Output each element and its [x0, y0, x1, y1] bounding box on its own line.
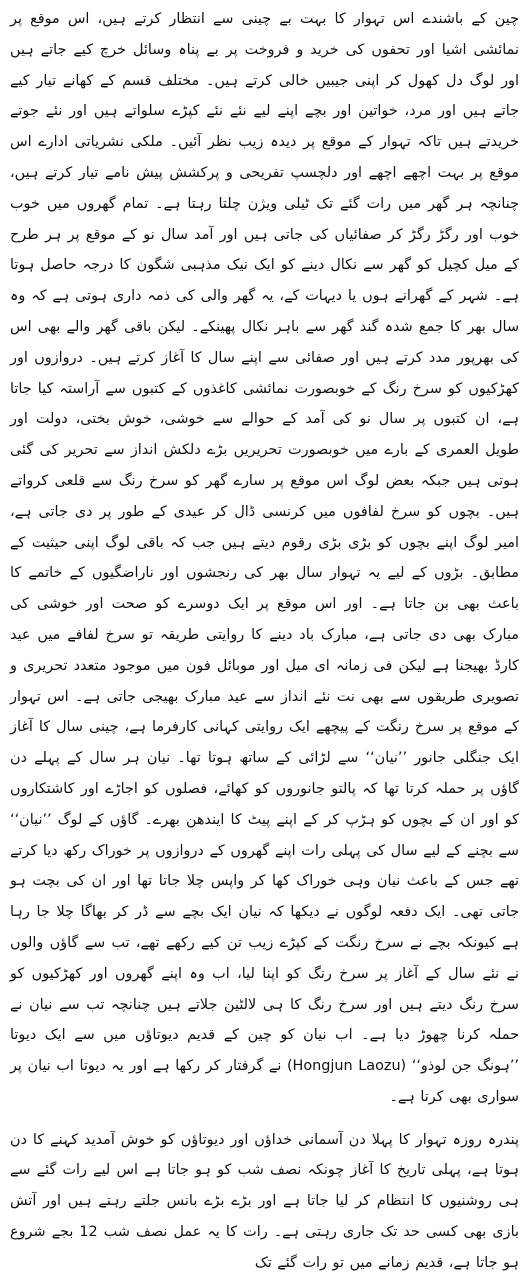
latin-deity-name: (Hongjun Laozu): [286, 1058, 407, 1075]
paragraph-new-year-customs: [10, 4, 519, 1113]
paragraph-first-day: پندرہ روزہ تہوار کا پہلا دن آسمانی خداؤں اور دیوتاؤں کو خوش آمدید کہنے کا دن ہوتا ہے، پہلی تاریخ کا آغاز چونکہ نصف شب کو ہو جاتا ہے اس لیے رات گئے سے ہی روشنیوں کا انتظام کر لیا جاتا ہے اور بڑے بڑے بانس جلتے رہتے ہیں اور آتش بازی بھی کسی حد تک جاری رہتی ہے۔ رات کا یہ عمل نصف شب 12 بجے شروع ہو جاتا ہے، قدیم زمانے میں تو رات گئے تک: [10, 1131, 519, 1271]
paragraph-new-year-customs-text: چین کے باشندے اس تہوار کا بہت بے چینی سے انتظار کرتے ہیں، اس موقع پر نمائشی اشیا اور تحفوں کی خرید و فروخت پر بے پناہ وسائل خرچ کیے جاتے ہیں اور لوگ دل کھول کر اپنی جیبیں خالی کرتے ہیں۔ مختلف قسم کے کھانے تیار کیے جاتے ہیں اور مرد، خواتین اور بچے اپنے لیے نئے نئے کپڑے سلواتے ہیں اور نئے جوتے خریدتے ہیں تاکہ تہوار کے موقع پر دیدہ زیب نظر آئیں۔ ملکی نشریاتی ادارے اس موقع پر بہت اچھے اچھے اور دلچسپ تفریحی و پرکشش پیش نامے تیار کرتے ہیں، چنانچہ ہر گھر میں رات گئے تک ٹیلی ویژن چلتا رہتا ہے۔ تمام گھروں میں خوب خوب اور رگڑ رگڑ کر صفائیاں کی جاتی ہیں اور آمد سال نو کے موقع پر ہر طرح کے میل کچیل کو گھر سے نکال دینے کو ایک نیک مذہبی شگون کا درجہ حاصل ہوتا ہے۔ شہر کے گھرانے ہوں یا دیہات کے، یہ گھر والی کی ذمہ داری ہوتی ہے کہ وہ سال بھر کا جمع شدہ گند گھر سے باہر نکال پھینکے۔ لیکن باقی گھر والے بھی اس کی بھرپور مدد کرتے ہیں اور صفائی سے اپنے سال کا آغاز کرتے ہیں۔ دروازوں اور کھڑکیوں کو سرخ رنگ کے خوبصورت نمائشی کاغذوں کے کتبوں سے آراستہ کیا جاتا ہے، ان کتبوں پر سال نو کی آمد کے حوالے سے خوشی، خوش بختی، دولت اور طویل العمری کے بارے میں خوبصورت تحریریں بڑے دلکش انداز سے تحریر کی گئی ہوتی ہیں جبکہ بعض لوگ اس موقع پر سارے گھر کو سرخ رنگ سے قلعی کرواتے ہیں۔ بچوں کو سرخ لفافوں میں کرنسی ڈال کر عیدی کے طور پر دی جاتی ہے، امیر لوگ اپنے بچوں کو بڑی بڑی رقوم دیتے ہیں جب کہ باقی لوگ اپنی حیثیت کے مطابق۔ بڑوں کے لیے یہ تہوار سال بھر کی رنجشوں اور ناراضگیوں کے خاتمے کا باعث بھی بن جاتا ہے۔ اور اس موقع پر ایک دوسرے کو صحت اور خوشی کی مبارک بھی دی جاتی ہے، مبارک باد دینے کا روایتی طریقہ تو سرخ لفافے میں عید کارڈ بھیجنا ہے لیکن فی زمانہ ای میل اور موبائل فون میں موجود متعدد تحریری و تصویری طریقوں سے بھی نت نئے انداز سے عید مبارک بھیجی جاتی ہے۔ اس تہوار کے موقع پر سرخ رنگت کے پیچھے ایک روایتی کہانی کارفرما ہے، چینی سال کا آغاز ایک جنگلی جانور ’’نیان‘‘ سے لڑائی کے ساتھ ہوتا تھا۔ نیان ہر سال کے پہلے دن گاؤں پر حملہ کرتا تھا کہ پالتو جانوروں کو کھائے، فصلوں کو اجاڑے اور کاشتکاروں کو اور ان کے بچوں کو ہڑپ کر کے اپنے پیٹ کا ایندھن بھرے۔ گاؤں کے لوگ ’’نیان‘‘ سے بچنے کے لیے سال کی پہلی رات اپنے گھروں کے دروازوں پر خوراک رکھ دیا کرتے تھے جس کے باعث نیان وہی خوراک کھا کر واپس چلا جاتا تھا اور ان کی بچت ہو جاتی تھی۔ ایک دفعہ لوگوں نے دیکھا کہ نیان ایک بچے سے ڈر کر بھاگا چلا جا رہا ہے کیونکہ بچے نے سرخ رنگت کے کپڑے زیب تن کیے رکھے تھے، تب سے گاؤں والوں نے نئے سال کے آغاز پر سرخ رنگ کو اپنا لیا، اب وہ اپنے گھروں اور کھڑکیوں کو سرخ رنگ دیتے ہیں اور سرخ رنگ کا ہی لالٹین جلاتے ہیں چنانچہ تب سے نیان نے حملہ کرنا چھوڑ دیا ہے۔ اب نیان کو چین کے قدیم دیوتاؤں میں سے ایک دیوتا ’’ہونگ جن لوذو‘‘: [10, 11, 519, 1075]
paragraph-new-year-customs-ending: نے گرفتار کر رکھا ہے اور یہ دیوتا اب نیان پر سواری بھی کرتا ہے۔: [9, 1058, 519, 1105]
